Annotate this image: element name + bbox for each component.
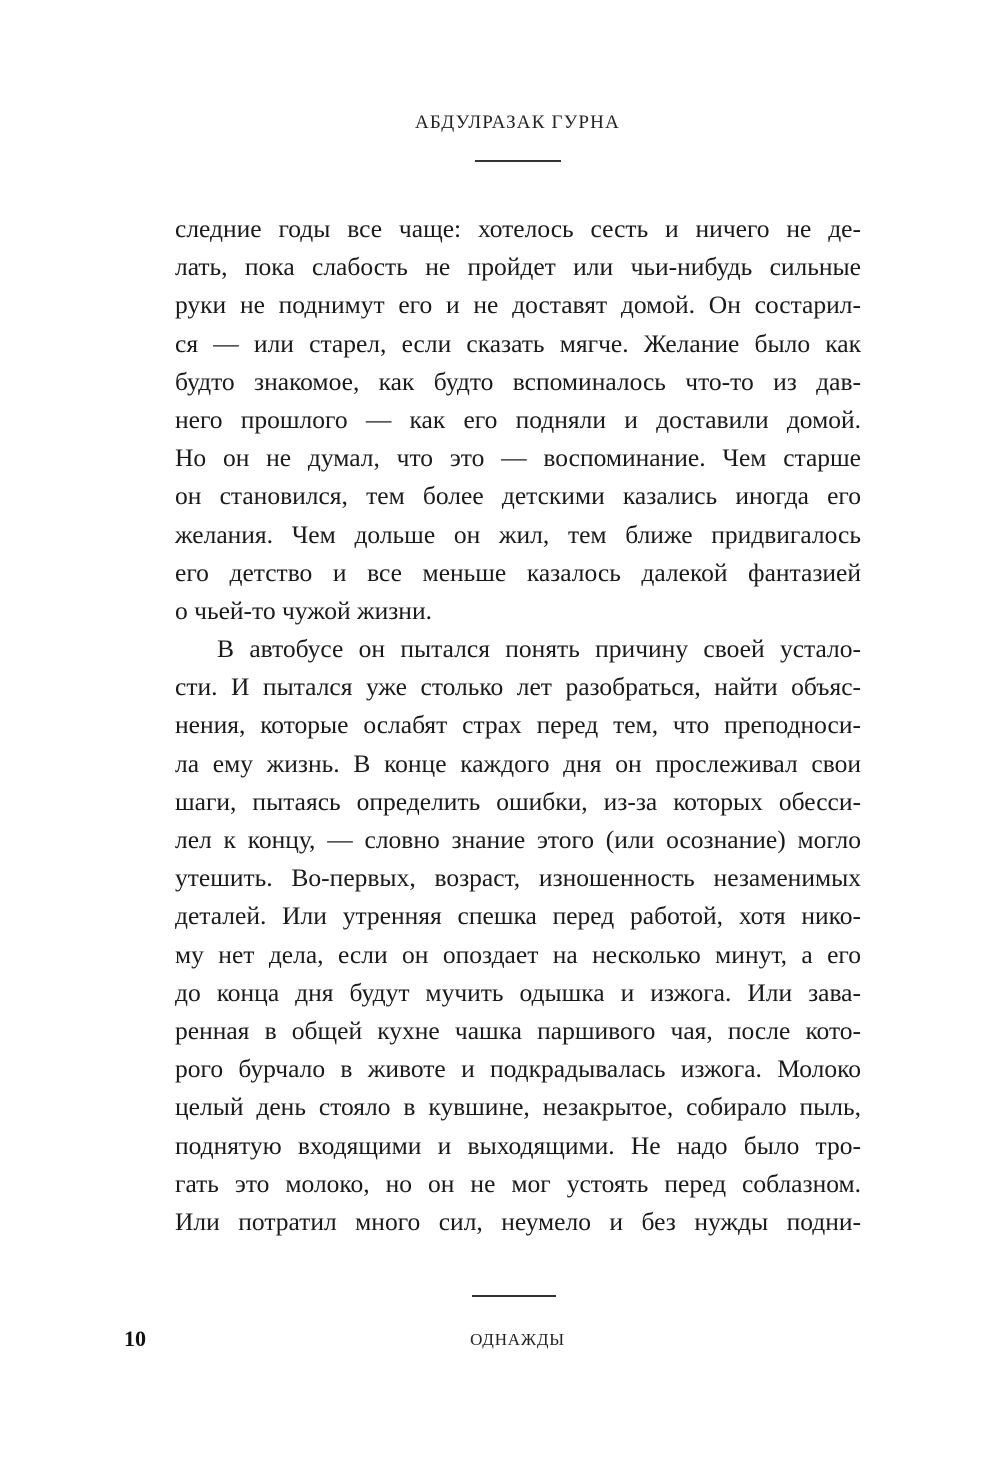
running-head-author: АБДУЛРАЗАК ГУРНА <box>415 112 620 133</box>
text-line: поднятую входящими и выходящими. Не надо было тро- <box>175 1130 861 1160</box>
running-foot-title: ОДНАЖДЫ <box>470 1330 565 1349</box>
text-line: лать, пока слабость не пройдет или чьи-нибудь сильные <box>175 252 861 282</box>
text-line: будто знакомое, как будто вспоминалось что-то из дав- <box>175 366 861 396</box>
page-number: 10 <box>124 1326 146 1351</box>
text-line: сти. И пытался уже столько лет разобраться, найти объяс- <box>175 672 861 702</box>
text-line: шаги, пытаясь определить ошибки, из-за которых обесси- <box>175 786 861 816</box>
paragraph-2 <box>175 630 861 1279</box>
text-line: ренная в общей кухне чашка паршивого чая, после кото- <box>175 1015 861 1045</box>
footer-divider <box>472 1295 556 1297</box>
text-line: следние годы все чаще: хотелось сесть и ничего не де- <box>175 214 861 243</box>
text-line: его детство и все меньше казалось далекой фантазией <box>175 557 861 587</box>
text-line: деталей. Или утренняя спешка перед работой, хотя нико- <box>175 901 861 931</box>
text-line: гать это молоко, но он не мог устоять перед соблазном. <box>175 1168 861 1198</box>
text-line: него прошлого — как его подняли и доставили домой. <box>175 404 861 434</box>
text-line: Или потратил много сил, неумело и без нужды подни- <box>175 1206 861 1236</box>
text-line: В автобусе он пытался понять причину своей устало- <box>217 634 861 664</box>
text-line: он становился, тем более детскими казались иногда его <box>175 481 861 511</box>
text-line: рого бурчало в животе и подкрадывалась изжога. Молоко <box>175 1054 861 1084</box>
text-line: утешить. Во-первых, возраст, изношенность незаменимых <box>175 863 861 893</box>
text-line: нения, которые ослабят страх перед тем, что преподноси- <box>175 710 861 740</box>
text-line: ла ему жизнь. В конце каждого дня он прослеживал свои <box>175 748 861 778</box>
text-line: о чьей-то чужой жизни. <box>175 595 432 625</box>
paragraph-1 <box>175 210 861 630</box>
header-divider <box>475 160 561 162</box>
text-line: желания. Чем дольше он жил, тем ближе придвигалось <box>175 519 861 549</box>
text-line: до конца дня будут мучить одышка и изжога. Или зава- <box>175 977 861 1007</box>
body-text <box>175 210 861 1279</box>
text-line: Но он не думал, что это — воспоминание. Чем старше <box>175 443 861 473</box>
text-line: лел к концу, — словно знание этого (или осознание) могло <box>175 825 861 854</box>
text-line: ся — или старел, если сказать мягче. Желание было как <box>175 328 861 358</box>
text-line: му нет дела, если он опоздает на несколько минут, а его <box>175 939 861 969</box>
text-line: целый день стояло в кувшине, незакрытое, собирало пыль, <box>175 1092 861 1122</box>
text-line: руки не поднимут его и не доставят домой. Он состарил- <box>175 290 861 320</box>
text-line <box>175 1241 861 1279</box>
